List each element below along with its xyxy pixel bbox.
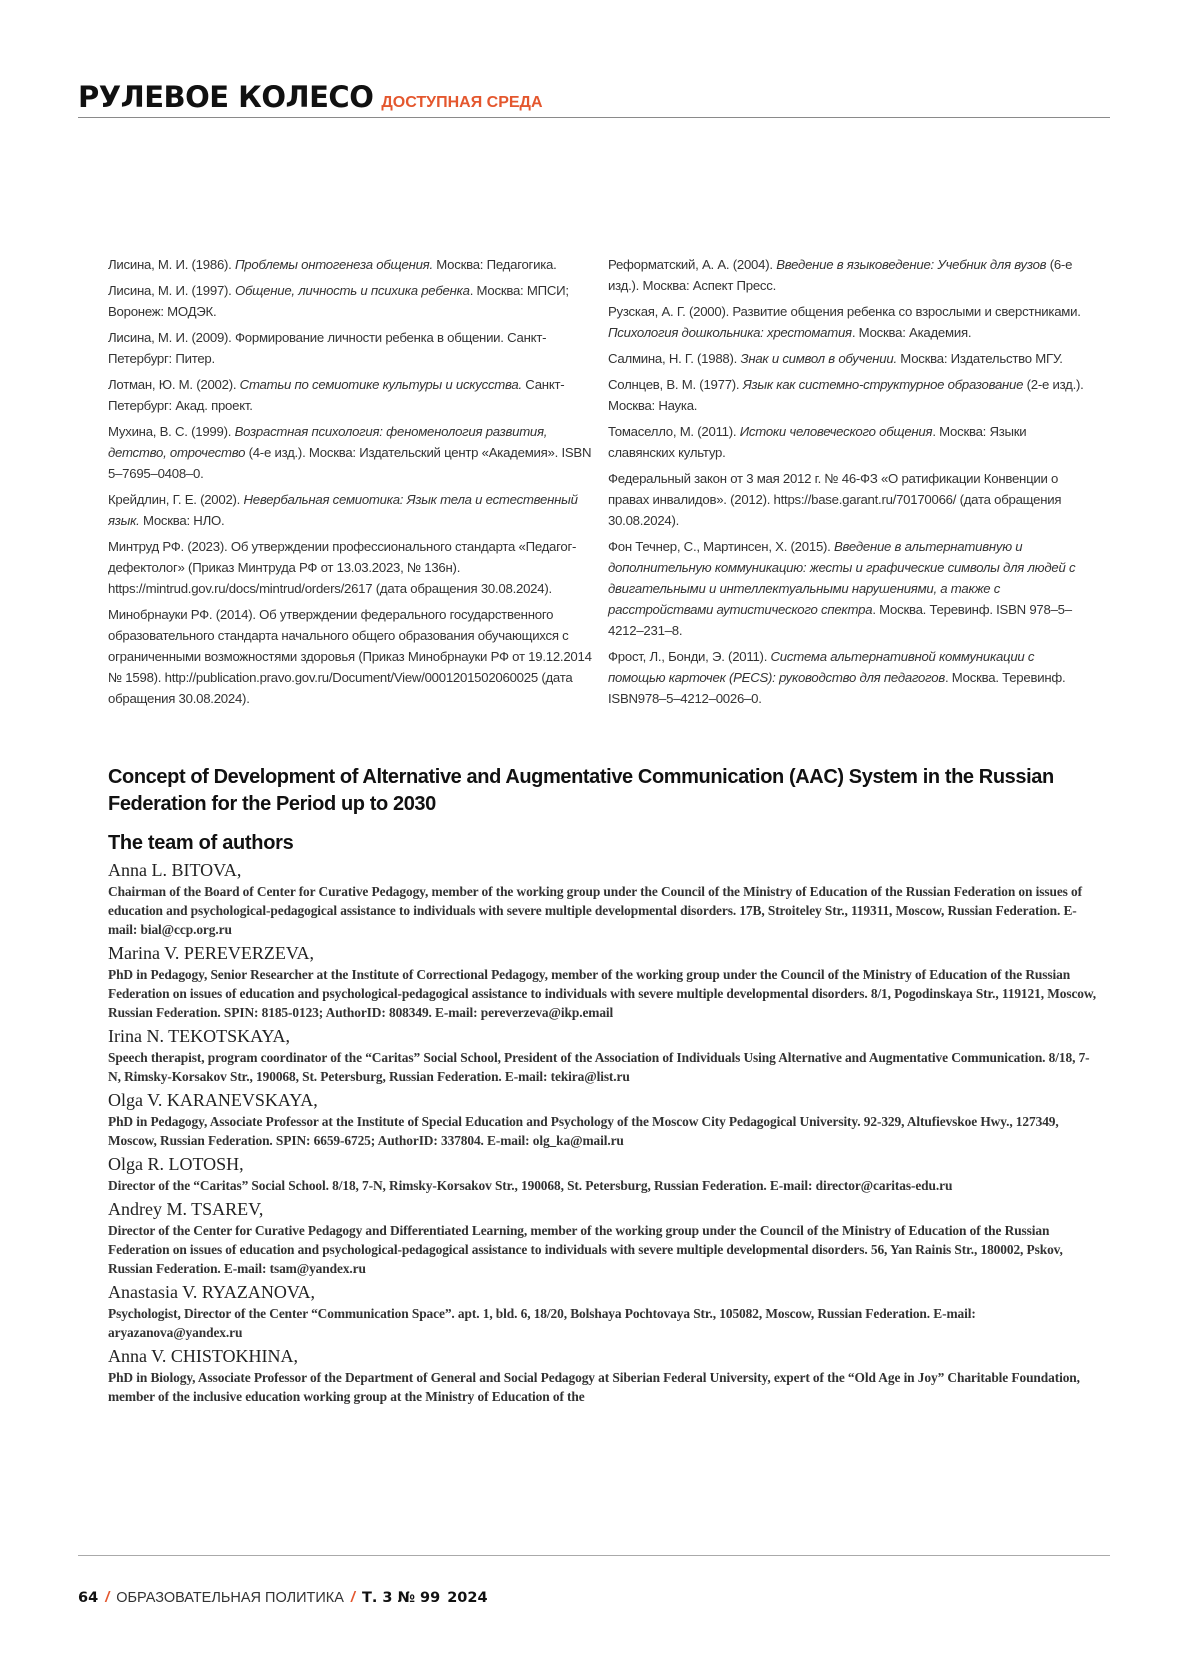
reference-text: Минтруд РФ. (2023). Об утверждении профессионального стандарта «Педагог-дефектолог» (Приказ Минтруда РФ от 13.03.2023, № 136н). https://mintrud.gov.ru/docs/mintrud/orders/2617 (дата обращения 30.08.2024).	[108, 539, 576, 596]
reference-text: Минобрнауки РФ. (2014). Об утверждении федерального государственного образовательного стандарта начального общего образования обучающихся с ограниченными возможностями здоровья (Приказ Минобрнауки РФ от 19.12.2014 № 1598). http://publication.pravo.gov.ru/Document/View/0001201502060025 (дата обращения 30.08.2024).	[108, 607, 592, 706]
reference-text: . Москва: Языки славянских культур.	[608, 424, 1026, 460]
reference-title: Знак и символ в обучении.	[741, 351, 897, 366]
reference-entry	[608, 348, 1094, 369]
author-name: Irina N. TEKOTSKAYA,	[108, 1024, 1098, 1048]
author-details: Director of the Center for Curative Pedagogy and Differentiated Learning, member of the working group under the Council of the Ministry of Education of the Russian Federation on issues of education and psychological-pedagogical assistance to individuals with severe multiple developmental disorders. 56, Yan Rainis Str., 180002, Pskov, Russian Federation. E-mail: tsam@yandex.ru	[108, 1221, 1098, 1278]
reference-entry	[108, 254, 594, 275]
english-article-title: Concept of Development of Alternative and Augmentative Communication (AAC) System in the Russian Federation for the Period up to 2030	[108, 764, 1098, 818]
author-details: Psychologist, Director of the Center “Communication Space”. apt. 1, bld. 6, 18/20, Bolshaya Pochtovaya Str., 105082, Moscow, Russian Federation. E-mail: aryazanova@yandex.ru	[108, 1304, 1098, 1342]
reference-entry	[608, 536, 1094, 641]
reference-text: Томаселло, М. (2011).	[608, 424, 740, 439]
footer-divider	[78, 1555, 1110, 1556]
reference-entry	[608, 468, 1094, 531]
author-details: Director of the “Caritas” Social School. 8/18, 7-N, Rimsky-Korsakov Str., 190068, St. Petersburg, Russian Federation. E-mail: director@caritas-edu.ru	[108, 1176, 1098, 1195]
reference-text: Москва: Педагогика.	[433, 257, 557, 272]
reference-entry	[108, 327, 594, 369]
reference-title: Статьи по семиотике культуры и искусства.	[240, 377, 522, 392]
reference-text: Салмина, Н. Г. (1988).	[608, 351, 741, 366]
reference-title: Язык как системно-структурное образование	[743, 377, 1023, 392]
reference-title: Истоки человеческого общения	[740, 424, 933, 439]
slash-separator: /	[105, 1590, 109, 1606]
reference-text: (4-е изд.). Москва: Издательский центр «Академия». ISBN 5–7695–0408–0.	[108, 445, 591, 481]
reference-text: Солнцев, В. М. (1977).	[608, 377, 743, 392]
running-footer	[78, 1590, 488, 1606]
reference-entry	[108, 536, 594, 599]
reference-text: Москва: Издательство МГУ.	[897, 351, 1063, 366]
author-details: PhD in Pedagogy, Associate Professor at the Institute of Special Education and Psychology of the Moscow City Pedagogical University. 92-329, Altufievskoe Hwy., 127349, Moscow, Russian Federation. SPIN: 6659-6725; AuthorID: 337804. E-mail: olg_ka@mail.ru	[108, 1112, 1098, 1150]
section-title: РУЛЕВОЕ КОЛЕСО	[78, 80, 373, 114]
reference-text: . Москва. Теревинф. ISBN978–5–4212–0026–0.	[608, 670, 1065, 706]
reference-text: . Москва: Академия.	[852, 325, 971, 340]
references-left-column	[108, 254, 594, 714]
issue-number: Т. 3 № 99	[362, 1590, 440, 1606]
author-name: Marina V. PEREVERZEVA,	[108, 941, 1098, 965]
author-details: PhD in Biology, Associate Professor of the Department of General and Social Pedagogy at Siberian Federal University, expert of the “Old Age in Joy” Charitable Foundation, member of the inclusive education working group at the Ministry of Education of the	[108, 1368, 1098, 1406]
reference-title: Невербальная семиотика: Язык тела и естественный язык.	[108, 492, 578, 528]
author-name: Olga R. LOTOSH,	[108, 1152, 1098, 1176]
reference-title: Возрастная психология: феноменология развития, детство, отрочество	[108, 424, 547, 460]
reference-title: Введение в альтернативную и дополнительную коммуникацию: жесты и графические символы для людей с двигательными и интеллектуальными нарушениями, а также с расстройствами аутистического спектра	[608, 539, 1075, 617]
reference-text: Лотман, Ю. М. (2002).	[108, 377, 240, 392]
reference-title: Система альтернативной коммуникации с помощью карточек (PECS): руководство для педагогов	[608, 649, 1034, 685]
reference-text: Москва: НЛО.	[140, 513, 225, 528]
author-list	[108, 858, 1098, 1406]
author-name: Andrey M. TSAREV,	[108, 1197, 1098, 1221]
reference-text: Санкт-Петербург: Акад. проект.	[108, 377, 564, 413]
author-details: Speech therapist, program coordinator of the “Caritas” Social School, President of the Association of Individuals Using Alternative and Augmentative Communication. 8/18, 7-N, Rimsky-Korsakov Str., 190068, St. Petersburg, Russian Federation. E-mail: tekira@list.ru	[108, 1048, 1098, 1086]
reference-title: Психология дошкольника: хрестоматия	[608, 325, 852, 340]
reference-entry	[108, 489, 594, 531]
reference-text: Фон Течнер, С., Мартинсен, Х. (2015).	[608, 539, 834, 554]
reference-entry	[108, 280, 594, 322]
running-header	[78, 80, 543, 114]
reference-text: Фрост, Л., Бонди, Э. (2011).	[608, 649, 771, 664]
reference-title: Общение, личность и психика ребенка	[235, 283, 470, 298]
reference-text: Лисина, М. И. (1986).	[108, 257, 235, 272]
slash-separator: /	[351, 1590, 355, 1606]
reference-text: Лисина, М. И. (1997).	[108, 283, 235, 298]
author-name: Anna L. BITOVA,	[108, 858, 1098, 882]
reference-entry	[608, 421, 1094, 463]
page-number: 64	[78, 1590, 98, 1606]
reference-text: . Москва: МПСИ; Воронеж: МОДЭК.	[108, 283, 569, 319]
issue-year: 2024	[447, 1590, 487, 1606]
reference-text: (6-е изд.). Москва: Аспект Пресс.	[608, 257, 1072, 293]
reference-entry	[608, 301, 1094, 343]
reference-entry	[108, 604, 594, 709]
references-right-column	[608, 254, 1094, 714]
reference-text: Рузская, А. Г. (2000). Развитие общения ребенка со взрослыми и сверстниками.	[608, 304, 1081, 319]
journal-name: ОБРАЗОВАТЕЛЬНАЯ ПОЛИТИКА	[116, 1590, 344, 1606]
reference-entry	[108, 421, 594, 484]
reference-title: Введение в языковедение: Учебник для вузов	[776, 257, 1046, 272]
reference-text: Крейдлин, Г. Е. (2002).	[108, 492, 244, 507]
author-name: Anna V. CHISTOKHINA,	[108, 1344, 1098, 1368]
reference-text: Лисина, М. И. (2009). Формирование личности ребенка в общении. Санкт-Петербург: Питер.	[108, 330, 546, 366]
reference-text: . Москва. Теревинф. ISBN 978–5–4212–231–8.	[608, 602, 1072, 638]
author-name: Anastasia V. RYAZANOVA,	[108, 1280, 1098, 1304]
reference-entry	[108, 374, 594, 416]
reference-text: (2-е изд.). Москва: Наука.	[608, 377, 1084, 413]
author-details: Chairman of the Board of Center for Curative Pedagogy, member of the working group under the Council of the Ministry of Education of the Russian Federation on issues of education and psychological-pedagogical assistance to individuals with severe multiple developmental disorders. 17B, Stroiteley Str., 119311, Moscow, Russian Federation. E-mail: bial@ccp.org.ru	[108, 882, 1098, 939]
reference-text: Мухина, В. С. (1999).	[108, 424, 235, 439]
team-heading: The team of authors	[108, 830, 1098, 856]
header-divider	[78, 117, 1110, 118]
reference-text: Реформатский, А. А. (2004).	[608, 257, 776, 272]
reference-entry	[608, 374, 1094, 416]
reference-entry	[608, 254, 1094, 296]
subsection-title: ДОСТУПНАЯ СРЕДА	[381, 94, 542, 112]
reference-entry	[608, 646, 1094, 709]
reference-title: Проблемы онтогенеза общения.	[235, 257, 433, 272]
english-abstract-block	[108, 764, 1098, 1408]
author-details: PhD in Pedagogy, Senior Researcher at the Institute of Correctional Pedagogy, member of the working group under the Council of the Ministry of Education of the Russian Federation on issues of education and psychological-pedagogical assistance to individuals with severe multiple developmental disorders. 8/1, Pogodinskaya Str., 119121, Moscow, Russian Federation. SPIN: 8185-0123; AuthorID: 808349. E-mail: pereverzeva@ikp.email	[108, 965, 1098, 1022]
reference-text: Федеральный закон от 3 мая 2012 г. № 46-ФЗ «О ратификации Конвенции о правах инвалидов». (2012). https://base.garant.ru/70170066/ (дата обращения 30.08.2024).	[608, 471, 1061, 528]
author-name: Olga V. KARANEVSKAYA,	[108, 1088, 1098, 1112]
